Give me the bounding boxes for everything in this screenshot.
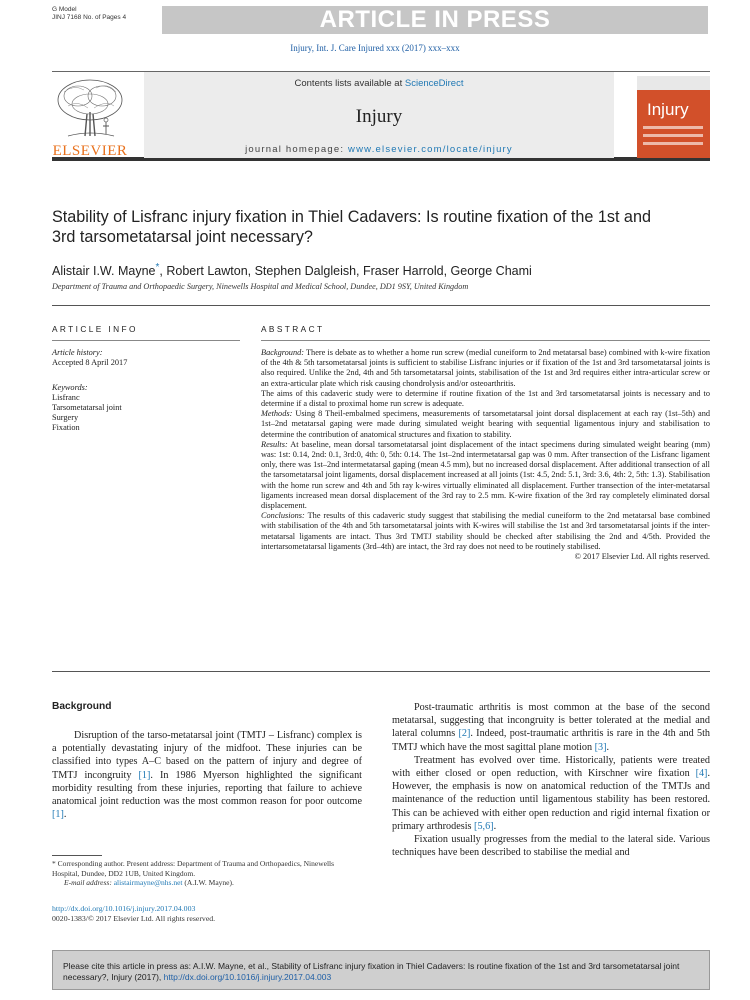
keyword-item: Tarsometatarsal joint — [52, 403, 122, 412]
elsevier-tree-icon — [54, 78, 126, 140]
article-history-label: Article history: — [52, 348, 103, 357]
abstract-background — [261, 348, 710, 389]
right-column — [392, 701, 710, 859]
journal-reference: Injury, Int. J. Care Injured xxx (2017) xxx–xxx — [290, 43, 460, 53]
paragraph-text: . — [63, 809, 67, 821]
abstract-aims: The aims of this cadaveric study were to determine if routine fixation of the 1st and 3rd tarsometatarsal joints is necessary and to determine if a distal to proximal home run screw is adequate. — [261, 388, 710, 409]
conclusions-label: Conclusions: — [261, 511, 305, 521]
left-column — [52, 729, 362, 821]
contents-line — [144, 78, 614, 89]
cover-stripe — [643, 126, 703, 129]
sciencedirect-link[interactable]: ScienceDirect — [404, 78, 464, 89]
paragraph-text: Post-traumatic arthritis is most common at the base of the second metatarsal, suggesting that incongruity is better tolerated at the medial and lateral columns — [392, 702, 710, 740]
abstract-conclusions — [261, 511, 710, 552]
conclusions-text: The results of this cadaveric study suggest that stabilising the medial cuneiform to the 2nd metatarsal base combined with stabilisation of the 4th and 5th tarsometatarsal joints with K-wires will stabilise the 1st and 3rd tarsometatarsal joints if the inter-metatarsal ligaments are intact. Thus 3rd TMTJ stability should be checked after stabilising the 2nd and 4/5th. Provided the intertarsometatarsal ligaments (3rd–4th) are intact, the 3rd ray does not need to be routinely stabilised. — [261, 511, 710, 551]
results-text: At baseline, mean dorsal tarsometatarsal joint displacement of the intact specimens during simulated weight bearing (mm) was: 1st: 0.14, 2nd: 0.1, 3rd:0, 4th: 0, 5th: 0.14. The 1st–2nd intermetatarsal gap was 0 mm. After transection of the Lisfranc ligament only, there was 1st–2nd intermetatarsal gaping (mean 4.5 mm), but no increased dorsal displacement. After additional transection of all the tarsometatarsal joint ligaments, dorsal displacement increased at all joints (1st: 4.5, 2nd: 5.1, 3rd: 3.6, 4th: 2, 5th: 1.3). Stabilisation with the home run screw and 4th and 5th ray k-wires virtually eliminated all displacement. Further transection of the inter-metatarsal ligaments increased mean dorsal displacement of the 3rd ray to 2.5 mm. K-wire fixation of the 3rd ray completely eliminated dorsal displacement. — [261, 439, 710, 511]
results-label: Results: — [261, 439, 288, 449]
keyword-item: Surgery — [52, 413, 79, 422]
keyword-item: Fixation — [52, 423, 80, 432]
doi-block — [52, 904, 215, 924]
abstract-methods — [261, 409, 710, 440]
journal-homepage-line — [144, 144, 614, 155]
article-in-press-banner: ARTICLE IN PRESS — [162, 6, 708, 34]
model-label: G Model — [52, 6, 77, 13]
reference-link[interactable]: [2] — [458, 728, 471, 740]
article-title: Stability of Lisfranc injury fixation in Thiel Cadavers: Is routine fixation of the 1st and 3rd tarsometatarsal joint necessary? — [52, 208, 651, 246]
co-authors: , Robert Lawton, Stephen Dalgleish, Fraser Harrold, George Chami — [159, 264, 532, 279]
keywords — [52, 383, 122, 433]
cover-header-strip — [637, 76, 710, 90]
paragraph: Fixation usually progresses from the medial to the lateral side. Various techniques have been described to stabilise the medial and — [392, 834, 710, 859]
divider — [52, 340, 240, 341]
methods-text: Using 8 Theil-embalmed specimens, measurements of tarsometatarsal joint dorsal displacement at each ray (1st–5th) and 1st–2nd metatarsal gaping were made during simulated weight bearing with sequential ligamentous injury and stabilisation to determine the contribution of anatomical structures and fixation to stability. — [261, 409, 710, 439]
footnote-divider — [52, 855, 102, 856]
journal-masthead — [52, 71, 710, 161]
elsevier-wordmark: ELSEVIER — [52, 143, 128, 159]
cover-stripe — [643, 134, 703, 137]
reference-link[interactable]: [1] — [52, 809, 64, 821]
journal-homepage-link[interactable]: www.elsevier.com/locate/injury — [348, 144, 513, 155]
corresponding-author-mark[interactable]: * — [155, 262, 160, 273]
cover-title: Injury — [647, 100, 689, 119]
divider — [52, 305, 710, 306]
author-list — [52, 262, 532, 278]
citation-doi-link[interactable]: http://dx.doi.org/10.1016/j.injury.2017.04.003 — [163, 972, 332, 982]
abstract-results — [261, 440, 710, 511]
abstract-heading: ABSTRACT — [261, 324, 325, 334]
journal-info-panel — [144, 72, 614, 158]
paragraph-text: . Indeed, post-traumatic arthritis is rare in the 4th and 5th TMTJ which have the most sagittal plane motion — [392, 728, 710, 753]
email-suffix: (A.I.W. Mayne). — [182, 878, 234, 888]
journal-cover-thumbnail — [637, 76, 710, 158]
corresponding-author-footnote — [52, 859, 362, 888]
reference-link[interactable]: [4] — [695, 768, 708, 780]
reference-link[interactable]: [3] — [594, 741, 607, 753]
article-info-heading: ARTICLE INFO — [52, 324, 138, 334]
paragraph-text: . In 1986 Myerson highlighted the significant morbidity resulting from these injuries, reporting that failure to achieve anatomical joint reduction was the most common reason for poor outcome — [52, 769, 362, 808]
homepage-prefix: journal homepage: — [245, 144, 349, 155]
paragraph-text: . However, the emphasis is now on anatomical reduction of the TMTJs and maintenance of the reduction until ligamentous stability has been restored. This can be achieved with either open reduction and rigid internal fixation or primary arthrodesis — [392, 768, 710, 832]
citation-notice — [52, 950, 710, 990]
paragraph-text: Treatment has evolved over time. Historically, patients were treated with either closed or open reduction, with Kirschner wire fixation — [392, 754, 710, 780]
paragraph-text: . — [493, 820, 497, 832]
paragraph-text: . — [606, 741, 610, 753]
elsevier-logo — [52, 76, 128, 160]
affiliation: Department of Trauma and Orthopaedic Surgery, Ninewells Hospital and Medical School, Dundee, DD1 9SY, United Kingdom — [52, 282, 469, 291]
model-id — [52, 6, 126, 21]
journal-name: Injury — [355, 106, 403, 127]
background-label: Background: — [261, 348, 305, 357]
author-email-link[interactable]: alistairmayne@nhs.net — [113, 878, 183, 888]
doi-link[interactable]: http://dx.doi.org/10.1016/j.injury.2017.04.003 — [52, 904, 196, 913]
divider — [261, 340, 710, 341]
abstract-body — [261, 348, 710, 562]
paragraph-text: Disruption of the tarso-metatarsal joint (TMTJ – Lisfranc) complex is a potentially devastating injury of the midfoot. These injuries can be classified into types A–C based on the pattern of injury and degree of TMTJ incongruity — [52, 730, 362, 781]
email-line — [52, 878, 362, 888]
issn-line: 0020-1383/© 2017 Elsevier Ltd. All rights reserved. — [52, 914, 216, 924]
article-history-value: Accepted 8 April 2017 — [52, 358, 128, 367]
first-author[interactable]: Alistair I.W. Mayne — [52, 264, 156, 279]
article-history — [52, 348, 127, 368]
paragraph — [392, 754, 710, 833]
reference-link[interactable]: [1] — [138, 769, 151, 781]
keyword-item: Lisfranc — [52, 393, 80, 402]
contents-prefix: Contents lists available at — [294, 78, 405, 89]
keywords-label: Keywords: — [52, 383, 88, 392]
abstract-copyright: © 2017 Elsevier Ltd. All rights reserved. — [574, 552, 710, 562]
background-text: There is debate as to whether a home run screw (medial cuneiform to 2nd metatarsal base) combined with k-wire fixation of the 4th & 5th tarsometatarsal joints is sufficient to stabilise Lisfranc injuries or if fixation of the 1st and 3rd tarsometatarsal joints is also required. Unlike the 2nd, 4th and 5th tarsometatarsal joints, stabilisation of the 1st and 3rd requires either intra-articular screw or an extra-articular plate which risk causing chondrolysis and/or osteoarthritis. — [261, 348, 710, 388]
email-label: E-mail address: — [64, 878, 112, 888]
background-heading: Background — [52, 701, 112, 712]
divider — [52, 671, 710, 672]
paragraph — [392, 701, 710, 754]
corresponding-author-text: * Corresponding author. Present address: Department of Trauma and Orthopaedics, Ninewells Hospital, Dundee, DD2 1UB, United Kingdom. — [52, 859, 335, 878]
cover-stripe — [643, 142, 703, 145]
methods-label: Methods: — [261, 409, 293, 419]
reference-link[interactable]: [5,6] — [474, 820, 494, 832]
citation-text: Please cite this article in press as: A.I.W. Mayne, et al., Stability of Lisfranc injury fixation in Thiel Cadavers: Is routine fixation of the 1st and 3rd tarsometatarsal joint necessary?, Injury (2017), — [63, 961, 680, 982]
paragraph — [52, 729, 362, 821]
manuscript-number: JINJ 7168 No. of Pages 4 — [52, 13, 127, 21]
